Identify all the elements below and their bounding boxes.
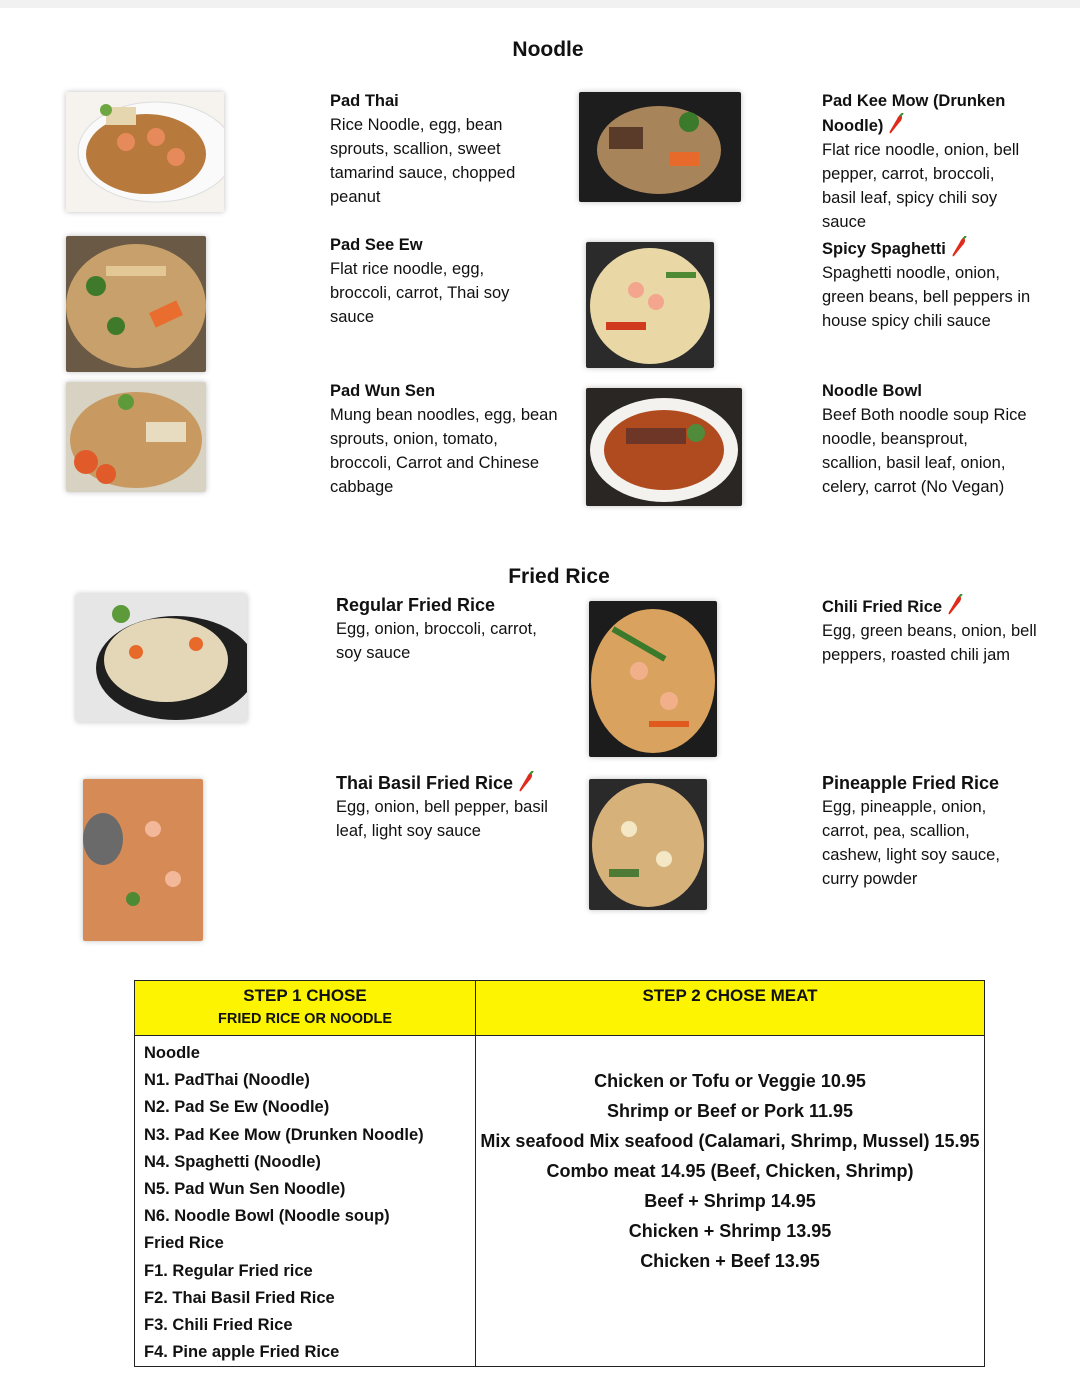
price-option: Combo meat 14.95 (Beef, Chicken, Shrimp): [546, 1161, 914, 1181]
menu-item-pad-wun-sen: [330, 379, 560, 499]
list-item: N6. Noodle Bowl (Noodle soup): [144, 1207, 390, 1226]
step1-title: STEP 1 CHOSE: [243, 986, 367, 1005]
chili-pepper-icon: [950, 236, 968, 258]
top-bar: [0, 0, 1080, 8]
item-name: Pad Kee Mow (Drunken Noodle): [822, 92, 1006, 135]
item-description: Flat rice noodle, egg, broccoli, carrot, Thai soy sauce: [330, 260, 510, 326]
item-name: Spicy Spaghetti: [822, 240, 946, 258]
price-option: Beef + Shrimp 14.95: [644, 1191, 816, 1211]
item-name: Regular Fried Rice: [336, 595, 496, 615]
item-name: Noodle Bowl: [822, 382, 922, 400]
price-option: Shrimp or Beef or Pork 11.95: [606, 1101, 854, 1121]
noodle-bowl-photo: [586, 388, 742, 506]
regular-fried-rice-photo: [76, 594, 247, 722]
price-option: Chicken or Tofu or Veggie 10.95: [594, 1071, 866, 1091]
list-item: N5. Pad Wun Sen Noodle): [144, 1180, 346, 1199]
chili-pepper-icon: [887, 113, 905, 135]
list-item: F1. Regular Fried rice: [144, 1261, 313, 1280]
item-name: Thai Basil Fried Rice: [336, 773, 514, 793]
step2-title: STEP 2 CHOSE MEAT: [642, 986, 818, 1005]
list-item: N3. Pad Kee Mow (Drunken Noodle): [144, 1125, 424, 1144]
item-description: Egg, onion, broccoli, carrot, soy sauce: [336, 620, 537, 662]
menu-item-thai-basil-fried-rice: [336, 771, 556, 843]
item-description: Mung bean noodles, egg, bean sprouts, onion, tomato, broccoli, Carrot and Chinese cabbage: [330, 406, 558, 496]
thai-basil-fried-rice-photo: [83, 779, 203, 941]
chili-pepper-icon: [517, 771, 535, 793]
step2-price-list: [476, 1036, 985, 1367]
pad-thai-photo: [66, 92, 224, 212]
item-description: Rice Noodle, egg, bean sprouts, scallion, sweet tamarind sauce, chopped peanut: [330, 116, 516, 206]
item-name: Pad Wun Sen: [330, 382, 436, 400]
item-name: Pad Thai: [330, 92, 399, 110]
list-item: N4. Spaghetti (Noodle): [144, 1152, 321, 1171]
item-description: Egg, onion, bell pepper, basil leaf, light soy sauce: [336, 798, 548, 840]
item-description: Spaghetti noodle, onion, green beans, bell peppers in house spicy chili sauce: [822, 264, 1031, 330]
menu-item-pad-kee-mow: [822, 89, 1032, 234]
step1-subtitle: FRIED RICE OR NOODLE: [217, 1011, 392, 1027]
chili-pepper-icon: [946, 594, 964, 616]
price-option: Mix seafood Mix seafood (Calamari, Shrimp, Mussel) 15.95: [480, 1131, 980, 1151]
pad-kee-mow-photo: [579, 92, 741, 202]
step1-list: [135, 1036, 476, 1367]
pineapple-fried-rice-photo: [589, 779, 707, 910]
item-description: Egg, pineapple, onion, carrot, pea, scallion, cashew, light soy sauce, curry powder: [822, 798, 1000, 888]
pad-wun-sen-photo: [66, 382, 206, 492]
list-item: F4. Pine apple Fried Rice: [144, 1343, 340, 1362]
item-name: Pineapple Fried Rice: [822, 773, 1000, 793]
item-name: Pad See Ew: [330, 236, 423, 254]
pad-see-ew-photo: [66, 236, 206, 372]
list-item: F2. Thai Basil Fried Rice: [144, 1288, 335, 1307]
list-item: F3. Chili Fried Rice: [144, 1316, 293, 1335]
menu-item-pad-see-ew: [330, 233, 550, 329]
list-item: N2. Pad Se Ew (Noodle): [144, 1098, 330, 1117]
item-name: Chili Fried Rice: [822, 598, 943, 616]
order-steps-table: [134, 980, 985, 1367]
menu-item-regular-fried-rice: [336, 593, 566, 665]
item-description: Beef Both noodle soup Rice noodle, beansprout, scallion, basil leaf, onion, celery, carrot (No Vegan): [822, 406, 1027, 496]
menu-item-spicy-spaghetti: [822, 236, 1042, 333]
step1-header: [135, 981, 476, 1036]
fried-rice-section-title: Fried Rice: [508, 565, 610, 588]
step2-header: [476, 981, 985, 1036]
price-option: Chicken + Shrimp 13.95: [628, 1221, 832, 1241]
list-item: Noodle: [144, 1044, 200, 1062]
noodle-section-title: Noodle: [512, 38, 584, 61]
item-description: Flat rice noodle, onion, bell pepper, carrot, broccoli, basil leaf, spicy chili soy sauce: [822, 141, 1020, 231]
menu-item-chili-fried-rice: [822, 594, 1037, 667]
chili-fried-rice-photo: [589, 601, 717, 757]
list-item: N1. PadThai (Noodle): [144, 1071, 310, 1090]
list-item: Fried Rice: [144, 1234, 224, 1253]
item-description: Egg, green beans, onion, bell peppers, roasted chili jam: [822, 622, 1037, 664]
menu-item-pad-thai: [330, 89, 560, 209]
spicy-spaghetti-photo: [586, 242, 714, 368]
menu-item-pineapple-fried-rice: [822, 771, 1027, 891]
price-option: Chicken + Beef 13.95: [640, 1251, 820, 1271]
menu-item-noodle-bowl: [822, 379, 1032, 499]
